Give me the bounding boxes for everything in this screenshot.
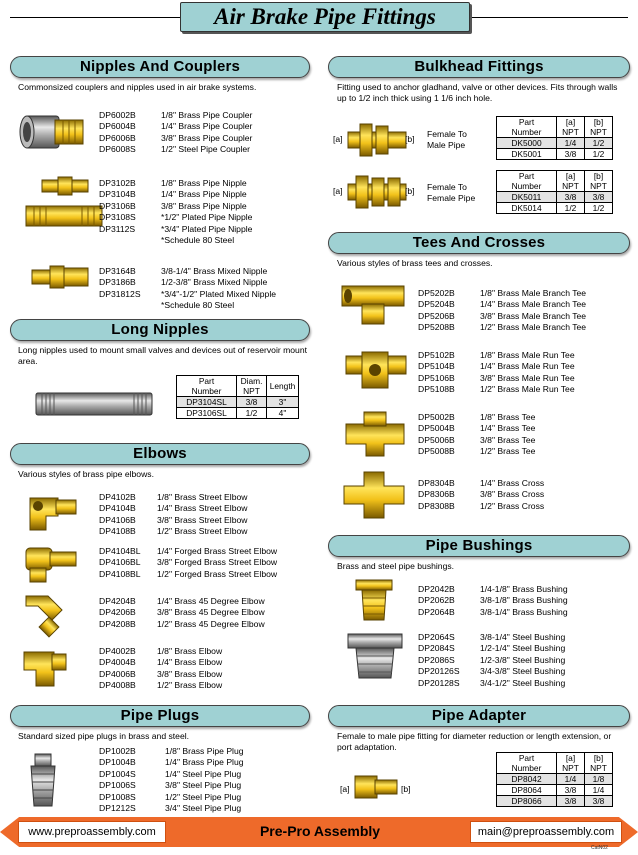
part-description: 1/4" Brass Male Branch Tee [480,299,587,310]
part-description: 1/4" Forged Brass Street Elbow [157,546,278,556]
table-cell: 1/2 [557,203,585,214]
section-header-elbows: Elbows [10,443,310,465]
part-number: DP3112S [99,223,136,234]
table-row [497,796,613,807]
part-row [99,224,252,235]
part-description: 1/2" Forged Brass Street Elbow [157,568,278,579]
part-description: 1/4" Brass Pipe Plug [165,757,244,768]
part-row [99,277,276,288]
column-header: [b] NPT [585,171,613,192]
part-number: DP4104BL [99,546,141,556]
bulkhead-label-b-2: [b] [405,186,415,196]
part-row [99,189,252,200]
long-nipples-table [176,375,299,419]
bulkhead-type-1: Female To Male Pipe [427,129,467,150]
table-cell: DK5011 [497,192,557,203]
part-number: DP5006B [418,434,455,445]
column-header: Part Number [497,117,557,138]
part-description: *3/4"-1/2" Plated Mixed Nipple [161,288,277,299]
part-description: 3/8" Brass 45 Degree Elbow [157,607,265,618]
pipe-plugs-description: Standard sized pipe plugs in brass and steel. [18,731,190,741]
column-header: Part Number [497,753,557,774]
table-header-row [497,117,613,138]
part-number: DP8306B [418,489,455,500]
part-row [99,803,244,814]
part-number: DP1008S [99,791,136,802]
part-row [418,423,535,434]
part-number: DP3104B [99,189,136,200]
part-description: 1/2" Brass Elbow [157,680,223,691]
table-cell: DK5000 [497,138,557,149]
part-number: DP8308B [418,500,455,511]
adapter-table [496,752,613,807]
part-row [418,373,575,384]
table-header-row [497,171,613,192]
table-cell: DP8042 [497,774,557,785]
catalog-number: CatN02 [591,845,608,851]
part-number: DP1212S [99,803,136,814]
table-cell: 1/2 [237,408,267,419]
part-description: 1/2" Brass Male Branch Tee [480,322,587,333]
section-header-bushings: Pipe Bushings [328,535,630,557]
part-row [418,501,544,512]
part-number: DP20126S [418,666,460,677]
nipples-list-0 [99,110,252,156]
table-cell: 3/8 [585,192,613,203]
tees-list-0 [418,288,586,334]
bulkhead-label-b-1: [b] [405,134,415,144]
part-row [99,557,277,568]
part-number: DP3106B [99,200,136,211]
part-row [99,646,222,657]
pipe-plugs-list-0 [99,746,244,814]
part-row [99,503,247,514]
part-number: DP2042B [418,584,455,594]
part-description: 3/8" Brass Street Elbow [157,514,248,525]
part-description: 1/4" Brass Elbow [157,657,223,668]
part-row [99,121,252,132]
part-row [99,669,222,680]
table-cell: 3/8 [557,796,585,807]
part-number: DP4102B [99,492,136,502]
elbows-description: Various styles of brass pipe elbows. [18,469,154,479]
bulkhead-fitting-image-1 [346,120,408,165]
brass-nipple-small-image [40,176,90,201]
part-number: DP31812S [99,288,141,299]
part-description: *3/4" Plated Pipe Nipple [161,223,253,234]
part-number: DP4108B [99,526,136,537]
part-number: DP4104B [99,503,136,514]
table-row [497,149,613,160]
spec-table [496,752,613,807]
section-header-pipe-adapter: Pipe Adapter [328,705,630,727]
part-number: DP4004B [99,657,136,668]
part-description: 3/8" Brass Cross [480,489,545,500]
part-row [418,412,535,423]
table-cell: 1/2 [585,203,613,214]
plated-nipple-image [24,202,104,235]
part-number: DP4002B [99,646,136,656]
part-number [99,235,161,246]
part-description: 1/8" Brass Pipe Coupler [161,110,253,120]
part-number: DP4008B [99,680,136,691]
table-cell: DP3106SL [177,408,237,419]
part-row [418,595,568,606]
part-number: DP5204B [418,299,455,310]
part-number: DP5008B [418,446,455,457]
nipples-description: Commonsized couplers and nipples used in air brake systems. [18,82,257,92]
part-row [99,546,277,557]
part-number: DP4206B [99,607,136,618]
part-number: DP3164B [99,266,136,276]
part-row [99,178,252,189]
part-row [99,769,244,780]
part-number: DP5104B [418,361,455,372]
part-row [99,515,247,526]
coupler-image [17,110,89,159]
part-number [99,300,161,311]
part-description: 1/2" Brass Cross [480,500,545,511]
part-row [99,680,222,691]
part-description: 1/4" Brass Male Run Tee [480,361,575,372]
elbows-list-1 [99,546,277,580]
part-description: 1/8" Brass Tee [480,412,536,422]
brass-elbow-image [20,646,70,695]
part-row [99,300,276,311]
part-description: 1/2-3/8" Brass Mixed Nipple [161,277,268,288]
part-description: 1/2-1/4" Steel Bushing [480,643,566,654]
table-cell: DP3104SL [177,397,237,408]
part-number: DP1006S [99,780,136,791]
part-row [99,235,252,246]
part-description: 3/8" Brass Tee [480,434,536,445]
bulkhead-fitting-image-2 [346,172,408,217]
part-row [99,110,252,121]
section-header-nipples: Nipples And Couplers [10,56,310,78]
part-row [418,350,575,361]
part-row [418,489,544,500]
part-description: 1/8" Brass Street Elbow [157,492,248,502]
part-row [418,311,586,322]
part-description: 1/2" Brass Tee [480,446,536,457]
table-row [497,774,613,785]
part-description: 3/8" Brass Elbow [157,668,223,679]
part-row [99,266,276,277]
part-number: DP5002B [418,412,455,422]
part-number: DP5202B [418,288,455,298]
column-header: [b] NPT [585,117,613,138]
part-row [99,792,244,803]
part-description: 1/8" Brass Male Branch Tee [480,288,587,298]
part-description: 1/4" Brass Pipe Nipple [161,189,247,200]
table-cell: 3/8 [585,796,613,807]
male-run-tee-image [344,348,410,397]
part-number: DP4108BL [99,568,141,579]
part-number: DP2062B [418,595,455,606]
bulkhead-table-1 [496,116,613,160]
section-header-tees: Tees And Crosses [328,232,630,254]
part-number: DP1004S [99,768,136,779]
part-description: 3/8" Forged Brass Street Elbow [157,557,278,568]
part-row [418,666,565,677]
part-description: 1/4" Brass Tee [480,423,536,434]
part-description: 1/8" Brass Pipe Plug [165,746,244,756]
part-number: DP6008S [99,144,136,155]
table-header-row [497,753,613,774]
table-cell: 1/2 [585,138,613,149]
nipples-list-1 [99,178,252,246]
part-number: DP6004B [99,121,136,132]
mixed-nipple-image [30,264,90,295]
table-row [497,138,613,149]
table-cell: 3/8 [557,785,585,796]
table-row [177,408,299,419]
section-header-long-nipples: Long Nipples [10,319,310,341]
part-number: DP4208B [99,618,136,629]
part-description: *Schedule 80 Steel [161,235,235,246]
part-row [99,780,244,791]
part-description: 1/2" Brass Male Run Tee [480,384,575,395]
part-number: DP1002B [99,746,136,756]
section-header-bulkhead: Bulkhead Fittings [328,56,630,78]
part-number: DP5102B [418,350,455,360]
part-row [99,746,244,757]
table-cell: 1/4 [557,138,585,149]
part-number: DP5004B [418,423,455,434]
bushings-list-0 [418,584,568,618]
page-title: Air Brake Pipe Fittings [180,2,470,32]
part-number: DP5206B [418,310,455,321]
part-row [99,289,276,300]
column-header: Diam. NPT [237,376,267,397]
part-row [99,619,265,630]
part-row [99,757,244,768]
part-description: 1/4" Brass 45 Degree Elbow [157,596,265,606]
bushings-description: Brass and steel pipe bushings. [337,561,455,571]
part-number: DP6002B [99,110,136,120]
bulkhead-label-a-1: [a] [333,134,343,144]
table-cell: 3/8 [557,149,585,160]
part-row [99,596,265,607]
brass-cross-image [340,468,408,525]
part-number: DP1004B [99,757,136,768]
part-description: 1/8" Brass Male Run Tee [480,350,575,360]
table-cell: DK5001 [497,149,557,160]
part-description: 3/8-1/4" Brass Mixed Nipple [161,266,268,276]
table-row [497,785,613,796]
part-row [418,678,565,689]
table-cell: 3/8 [237,397,267,408]
part-description: 1/4-1/8" Brass Bushing [480,584,568,594]
part-row [99,526,247,537]
spec-table [496,170,613,214]
adapter-label-a: [a] [340,784,350,794]
part-description: 3/4" Steel Pipe Plug [165,803,242,814]
part-description: 3/8" Brass Male Run Tee [480,372,575,383]
part-description: 1/2" Steel Pipe Plug [165,791,242,802]
part-description: 3/8-1/4" Brass Bushing [480,606,568,617]
part-row [99,657,222,668]
part-number: DP3186B [99,277,136,288]
part-description: 1/8" Brass Elbow [157,646,223,656]
pipe-adapter-image [353,772,399,807]
footer-website[interactable]: www.preproassembly.com [18,821,166,843]
part-row [418,607,568,618]
part-number: DP5108B [418,384,455,395]
part-row [418,643,565,654]
part-description: 1/8" Brass Pipe Nipple [161,178,247,188]
part-row [418,299,586,310]
part-number: DP2064S [418,632,455,642]
bulkhead-type-2: Female To Female Pipe [427,182,476,203]
spec-table [176,375,299,419]
nipples-list-2 [99,266,276,312]
street-elbow-image [26,492,80,537]
bushings-list-1 [418,632,565,689]
part-row [99,569,277,580]
bulkhead-label-a-2: [a] [333,186,343,196]
tees-list-2 [418,412,535,458]
tees-description: Various styles of brass tees and crosses. [337,258,493,268]
bulkhead-description: Fitting used to anchor gladhand, valve or other devices. Fits through walls up to 1/2 inch thick using 1 1/6 inch hole. [337,82,618,103]
part-description: 1/4" Brass Cross [480,478,545,488]
column-header: [a] NPT [557,117,585,138]
part-row [418,435,535,446]
part-number: DP6006B [99,132,136,143]
table-cell: DP8064 [497,785,557,796]
part-description: 3/8" Brass Pipe Coupler [161,132,253,143]
part-number: DP5106B [418,372,455,383]
part-description: 3/8" Brass Pipe Nipple [161,200,247,211]
part-row [418,584,568,595]
part-description: *Schedule 80 Steel [161,300,235,311]
forged-street-elbow-image [22,544,80,589]
table-cell: 1/2 [585,149,613,160]
part-row [99,201,252,212]
part-row [418,322,586,333]
part-description: *1/2" Plated Pipe Nipple [161,212,253,223]
table-cell: 4" [267,408,299,419]
column-header: [a] NPT [557,171,585,192]
tees-list-3 [418,478,544,512]
part-row [418,288,586,299]
part-row [418,632,565,643]
part-row [99,133,252,144]
table-cell: 3/8 [557,192,585,203]
part-number: DP20128S [418,677,460,688]
part-number: DP8304B [418,478,455,488]
brass-bushing-image [352,578,396,629]
part-description: 3/8" Steel Pipe Plug [165,780,242,791]
45-degree-elbow-image [20,590,70,645]
part-row [418,478,544,489]
column-header: Part Number [177,376,237,397]
part-description: 1/2-3/8" Steel Bushing [480,654,566,665]
table-header-row [177,376,299,397]
table-row [497,192,613,203]
part-number: DP4106B [99,514,136,525]
part-description: 3/8-1/8" Brass Bushing [480,595,568,606]
part-row [99,492,247,503]
table-cell: DP8066 [497,796,557,807]
column-header: Length [267,376,299,397]
part-description: 3/8" Brass Male Branch Tee [480,310,587,321]
part-row [418,361,575,372]
column-header: Part Number [497,171,557,192]
elbows-list-3 [99,646,222,692]
part-description: 1/2" Steel Pipe Coupler [161,144,251,155]
part-row [99,212,252,223]
part-description: 3/8-1/4" Steel Bushing [480,632,566,642]
section-header-pipe-plugs: Pipe Plugs [10,705,310,727]
adapter-description: Female to male pipe fitting for diameter reduction or length extension, or port adaptation. [337,731,612,752]
part-row [418,446,535,457]
part-row [99,607,265,618]
adapter-label-b: [b] [401,784,411,794]
part-description: 1/2" Brass Street Elbow [157,526,248,537]
table-cell: DK5014 [497,203,557,214]
table-row [497,203,613,214]
part-number: DP4006B [99,668,136,679]
column-header: [a] NPT [557,753,585,774]
footer-email[interactable]: main@preproassembly.com [470,821,622,843]
elbows-list-0 [99,492,247,538]
brass-tee-image [342,410,408,463]
table-cell: 3" [267,397,299,408]
table-cell: 1/8 [585,774,613,785]
part-number: DP3108S [99,212,136,223]
part-description: 1/4" Steel Pipe Plug [165,768,242,779]
part-number: DP2086S [418,654,455,665]
part-description: 1/4" Brass Street Elbow [157,503,248,514]
steel-bushing-image [344,632,406,687]
long-nipple-image [34,390,154,423]
part-number: DP5208B [418,322,455,333]
part-number: DP3102B [99,178,136,188]
part-row [418,655,565,666]
spec-table [496,116,613,160]
part-row [418,384,575,395]
part-number: DP2064B [418,606,455,617]
part-row [99,144,252,155]
part-description: 3/4-3/8" Steel Bushing [480,666,566,677]
pipe-plug-image [26,752,60,815]
table-row [177,397,299,408]
elbows-list-2 [99,596,265,630]
part-number: DP2084S [418,643,455,654]
part-description: 3/4-1/2" Steel Bushing [480,677,566,688]
bulkhead-table-2 [496,170,613,214]
column-header: [b] NPT [585,753,613,774]
part-number: DP4106BL [99,557,141,568]
part-description: 1/4" Brass Pipe Coupler [161,121,253,132]
long-nipples-description: Long nipples used to mount small valves and devices out of reservoir mount area. [18,345,308,366]
footer-company: Pre-Pro Assembly [259,823,381,839]
part-number: DP4204B [99,596,136,606]
tees-list-1 [418,350,575,396]
part-description: 1/2" Brass 45 Degree Elbow [157,618,265,629]
table-cell: 1/4 [585,785,613,796]
table-cell: 1/4 [557,774,585,785]
male-branch-tee-image [338,282,408,333]
